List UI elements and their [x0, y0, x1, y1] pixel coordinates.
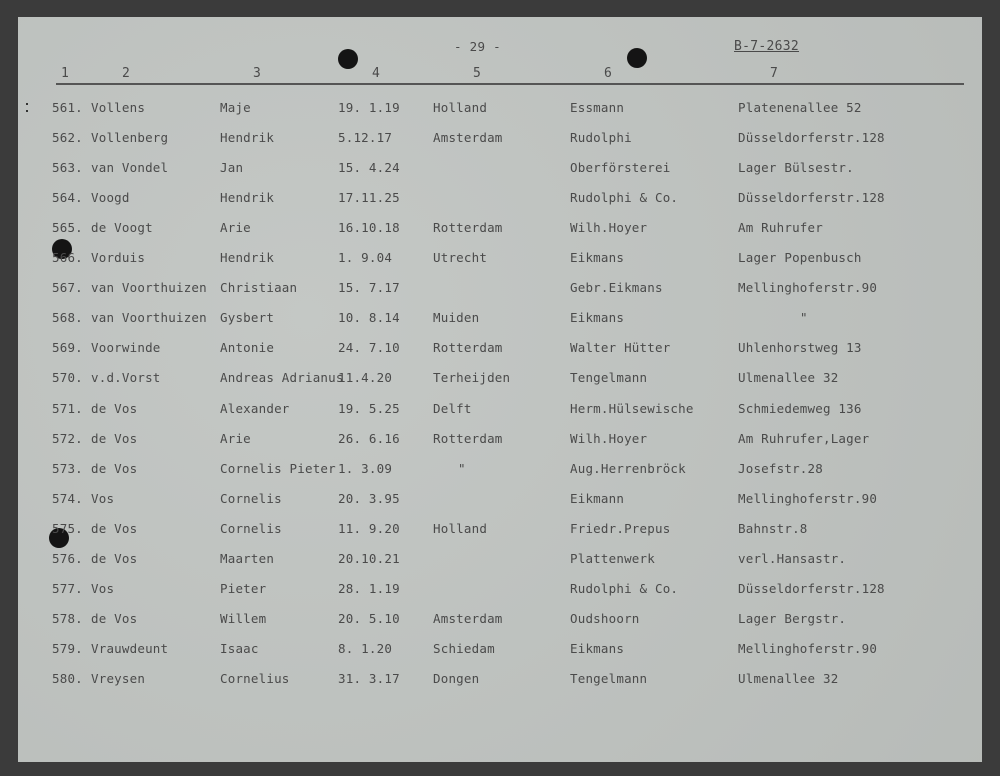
table-row: [18, 370, 982, 390]
surname: de Vos: [91, 610, 138, 626]
birth-date: 19. 1.19: [338, 100, 400, 115]
punch-hole: [338, 49, 358, 69]
punch-hole: [627, 48, 647, 68]
employer: Herm.Hülsewische: [570, 400, 694, 416]
address: Uhlenhorstweg 13: [738, 340, 862, 356]
employer: Eikmann: [570, 490, 625, 506]
column-number: 4: [372, 66, 380, 81]
surname: de Vos: [91, 430, 138, 446]
surname: de Voogt: [91, 220, 153, 236]
address: Düsseldorferstr.128: [738, 190, 885, 206]
address: Mellinghoferstr.90: [738, 490, 878, 506]
surname: de Vos: [91, 550, 138, 566]
address: Platenenallee 52: [738, 100, 862, 115]
birth-date: 20. 5.10: [338, 610, 400, 626]
employer: Eikmans: [570, 310, 625, 326]
birth-date: 10. 8.14: [338, 310, 400, 326]
address: Ulmenallee 32: [738, 370, 839, 386]
address: Lager Popenbusch: [738, 250, 862, 266]
employer: Oudshoorn: [570, 610, 640, 626]
table-row: [18, 521, 982, 541]
birth-place: Amsterdam: [433, 610, 503, 626]
address: Düsseldorferstr.128: [738, 130, 885, 145]
birth-date: 28. 1.19: [338, 580, 400, 596]
birth-date: 5.12.17: [338, 130, 393, 145]
address: Mellinghoferstr.90: [738, 280, 878, 296]
first-name: Jan: [220, 160, 244, 176]
address: Lager Bülsestr.: [738, 160, 854, 176]
table-row: [18, 491, 982, 511]
entry-number: 577.: [52, 580, 83, 596]
employer: Friedr.Prepus: [570, 520, 671, 536]
column-number: 2: [122, 66, 130, 81]
entry-number: 569.: [52, 340, 83, 356]
table-row: [18, 220, 982, 240]
first-name: Christiaan: [220, 280, 298, 296]
column-number: 3: [253, 66, 261, 81]
surname: Vos: [91, 490, 115, 506]
birth-date: 20. 3.95: [338, 490, 400, 506]
first-name: Arie: [220, 220, 251, 236]
birth-date: 8. 1.20: [338, 640, 393, 656]
employer: Rudolphi & Co.: [570, 580, 679, 596]
surname: van Voorthuizen: [91, 310, 207, 326]
employer: Oberförsterei: [570, 160, 671, 176]
column-number: 6: [604, 66, 612, 81]
employer: Plattenwerk: [570, 550, 655, 566]
birth-place: Rotterdam: [433, 220, 503, 236]
surname: de Vos: [91, 520, 138, 536]
birth-date: 1. 3.09: [338, 460, 393, 476]
surname: van Vondel: [91, 160, 169, 176]
first-name: Antonie: [220, 340, 275, 356]
entry-number: 567.: [52, 280, 83, 296]
entry-number: 575.: [52, 520, 83, 536]
surname: Vorduis: [91, 250, 146, 266]
birth-date: 1. 9.04: [338, 250, 393, 266]
first-name: Cornelis: [220, 490, 282, 506]
surname: Vreysen: [91, 671, 146, 686]
entry-number: 580.: [52, 671, 83, 686]
address: Düsseldorferstr.128: [738, 580, 885, 596]
birth-place: Dongen: [433, 671, 480, 686]
entry-number: 576.: [52, 550, 83, 566]
surname: Voogd: [91, 190, 130, 206]
address: Schmiedemweg 136: [738, 400, 862, 416]
first-name: Willem: [220, 610, 267, 626]
birth-place: Amsterdam: [433, 130, 503, 145]
address: Ulmenallee 32: [738, 671, 839, 686]
entry-number: 568.: [52, 310, 83, 326]
address: Bahnstr.8: [738, 520, 808, 536]
employer: Tengelmann: [570, 671, 648, 686]
entry-number: 563.: [52, 160, 83, 176]
first-name: Isaac: [220, 640, 259, 656]
table-row: [18, 641, 982, 661]
birth-place: Delft: [433, 400, 472, 416]
birth-place: Rotterdam: [433, 340, 503, 356]
surname: de Vos: [91, 400, 138, 416]
table-row: [18, 310, 982, 330]
birth-date: 16.10.18: [338, 220, 400, 236]
employer: Wilh.Hoyer: [570, 220, 648, 236]
first-name: Maje: [220, 100, 251, 115]
employer: Eikmans: [570, 640, 625, 656]
employer: Rudolphi & Co.: [570, 190, 679, 206]
first-name: Arie: [220, 430, 251, 446]
birth-date: 26. 6.16: [338, 430, 400, 446]
table-row: [18, 130, 982, 150]
surname: Vollens: [91, 100, 146, 115]
document-reference: B-7-2632: [734, 39, 800, 54]
address: Mellinghoferstr.90: [738, 640, 878, 656]
column-number: 5: [473, 66, 481, 81]
birth-place: Holland: [433, 100, 488, 115]
table-row: [18, 160, 982, 180]
entry-number: 572.: [52, 430, 83, 446]
first-name: Cornelius: [220, 671, 290, 686]
birth-date: 24. 7.10: [338, 340, 400, 356]
entry-number: 578.: [52, 610, 83, 626]
birth-place: Holland: [433, 520, 488, 536]
employer: Eikmans: [570, 250, 625, 266]
first-name: Hendrik: [220, 250, 275, 266]
employer: Rudolphi: [570, 130, 632, 145]
table-row: [18, 190, 982, 210]
first-name: Cornelis Pieter: [220, 460, 336, 476]
birth-date: 11.4.20: [338, 370, 393, 386]
birth-place: Utrecht: [433, 250, 488, 266]
entry-number: 579.: [52, 640, 83, 656]
birth-date: 15. 7.17: [338, 280, 400, 296]
document-page: [18, 17, 982, 762]
surname: van Voorthuizen: [91, 280, 207, 296]
table-row: [18, 100, 982, 120]
birth-date: 20.10.21: [338, 550, 400, 566]
table-row: [18, 401, 982, 421]
entry-number: 562.: [52, 130, 83, 145]
employer: Gebr.Eikmans: [570, 280, 663, 296]
birth-date: 11. 9.20: [338, 520, 400, 536]
birth-date: 31. 3.17: [338, 671, 400, 686]
surname: Vrauwdeunt: [91, 640, 169, 656]
entry-number: 574.: [52, 490, 83, 506]
first-name: Andreas Adrianus: [220, 370, 344, 386]
first-name: Maarten: [220, 550, 275, 566]
address: Josefstr.28: [738, 460, 823, 476]
table-row: [18, 340, 982, 360]
page-number: - 29 -: [454, 39, 501, 54]
entry-number: 565.: [52, 220, 83, 236]
table-row: [18, 581, 982, 601]
birth-date: 17.11.25: [338, 190, 400, 206]
entry-number: 571.: [52, 400, 83, 416]
surname: Vos: [91, 580, 115, 596]
entry-number: 566.: [52, 250, 83, 266]
table-row: [18, 551, 982, 571]
table-row: [18, 611, 982, 631]
address: Am Ruhrufer,Lager: [738, 430, 870, 446]
employer: Aug.Herrenbröck: [570, 460, 686, 476]
surname: de Vos: [91, 460, 138, 476]
birth-place: Terheijden: [433, 370, 511, 386]
employer: Wilh.Hoyer: [570, 430, 648, 446]
table-row: [18, 461, 982, 481]
employer: Essmann: [570, 100, 625, 115]
address: ": [800, 310, 808, 326]
address: verl.Hansastr.: [738, 550, 847, 566]
surname: Voorwinde: [91, 340, 161, 356]
first-name: Pieter: [220, 580, 267, 596]
table-row: [18, 671, 982, 691]
employer: Tengelmann: [570, 370, 648, 386]
first-name: Hendrik: [220, 130, 275, 145]
birth-place: ": [458, 460, 466, 476]
column-number: 1: [61, 66, 69, 81]
first-name: Cornelis: [220, 520, 282, 536]
first-name: Hendrik: [220, 190, 275, 206]
header-rule: [56, 83, 964, 85]
employer: Walter Hütter: [570, 340, 671, 356]
first-name: Alexander: [220, 400, 290, 416]
surname: Vollenberg: [91, 130, 169, 145]
birth-place: Schiedam: [433, 640, 495, 656]
birth-place: Rotterdam: [433, 430, 503, 446]
table-row: [18, 280, 982, 300]
entry-number: 570.: [52, 370, 83, 386]
surname: v.d.Vorst: [91, 370, 161, 386]
entry-number: 573.: [52, 460, 83, 476]
first-name: Gysbert: [220, 310, 275, 326]
birth-date: 15. 4.24: [338, 160, 400, 176]
table-row: [18, 431, 982, 451]
address: Lager Bergstr.: [738, 610, 847, 626]
birth-place: Muiden: [433, 310, 480, 326]
entry-number: 564.: [52, 190, 83, 206]
table-row: [18, 250, 982, 270]
birth-date: 19. 5.25: [338, 400, 400, 416]
column-number: 7: [770, 66, 778, 81]
entry-number: 561.: [52, 100, 83, 115]
address: Am Ruhrufer: [738, 220, 823, 236]
